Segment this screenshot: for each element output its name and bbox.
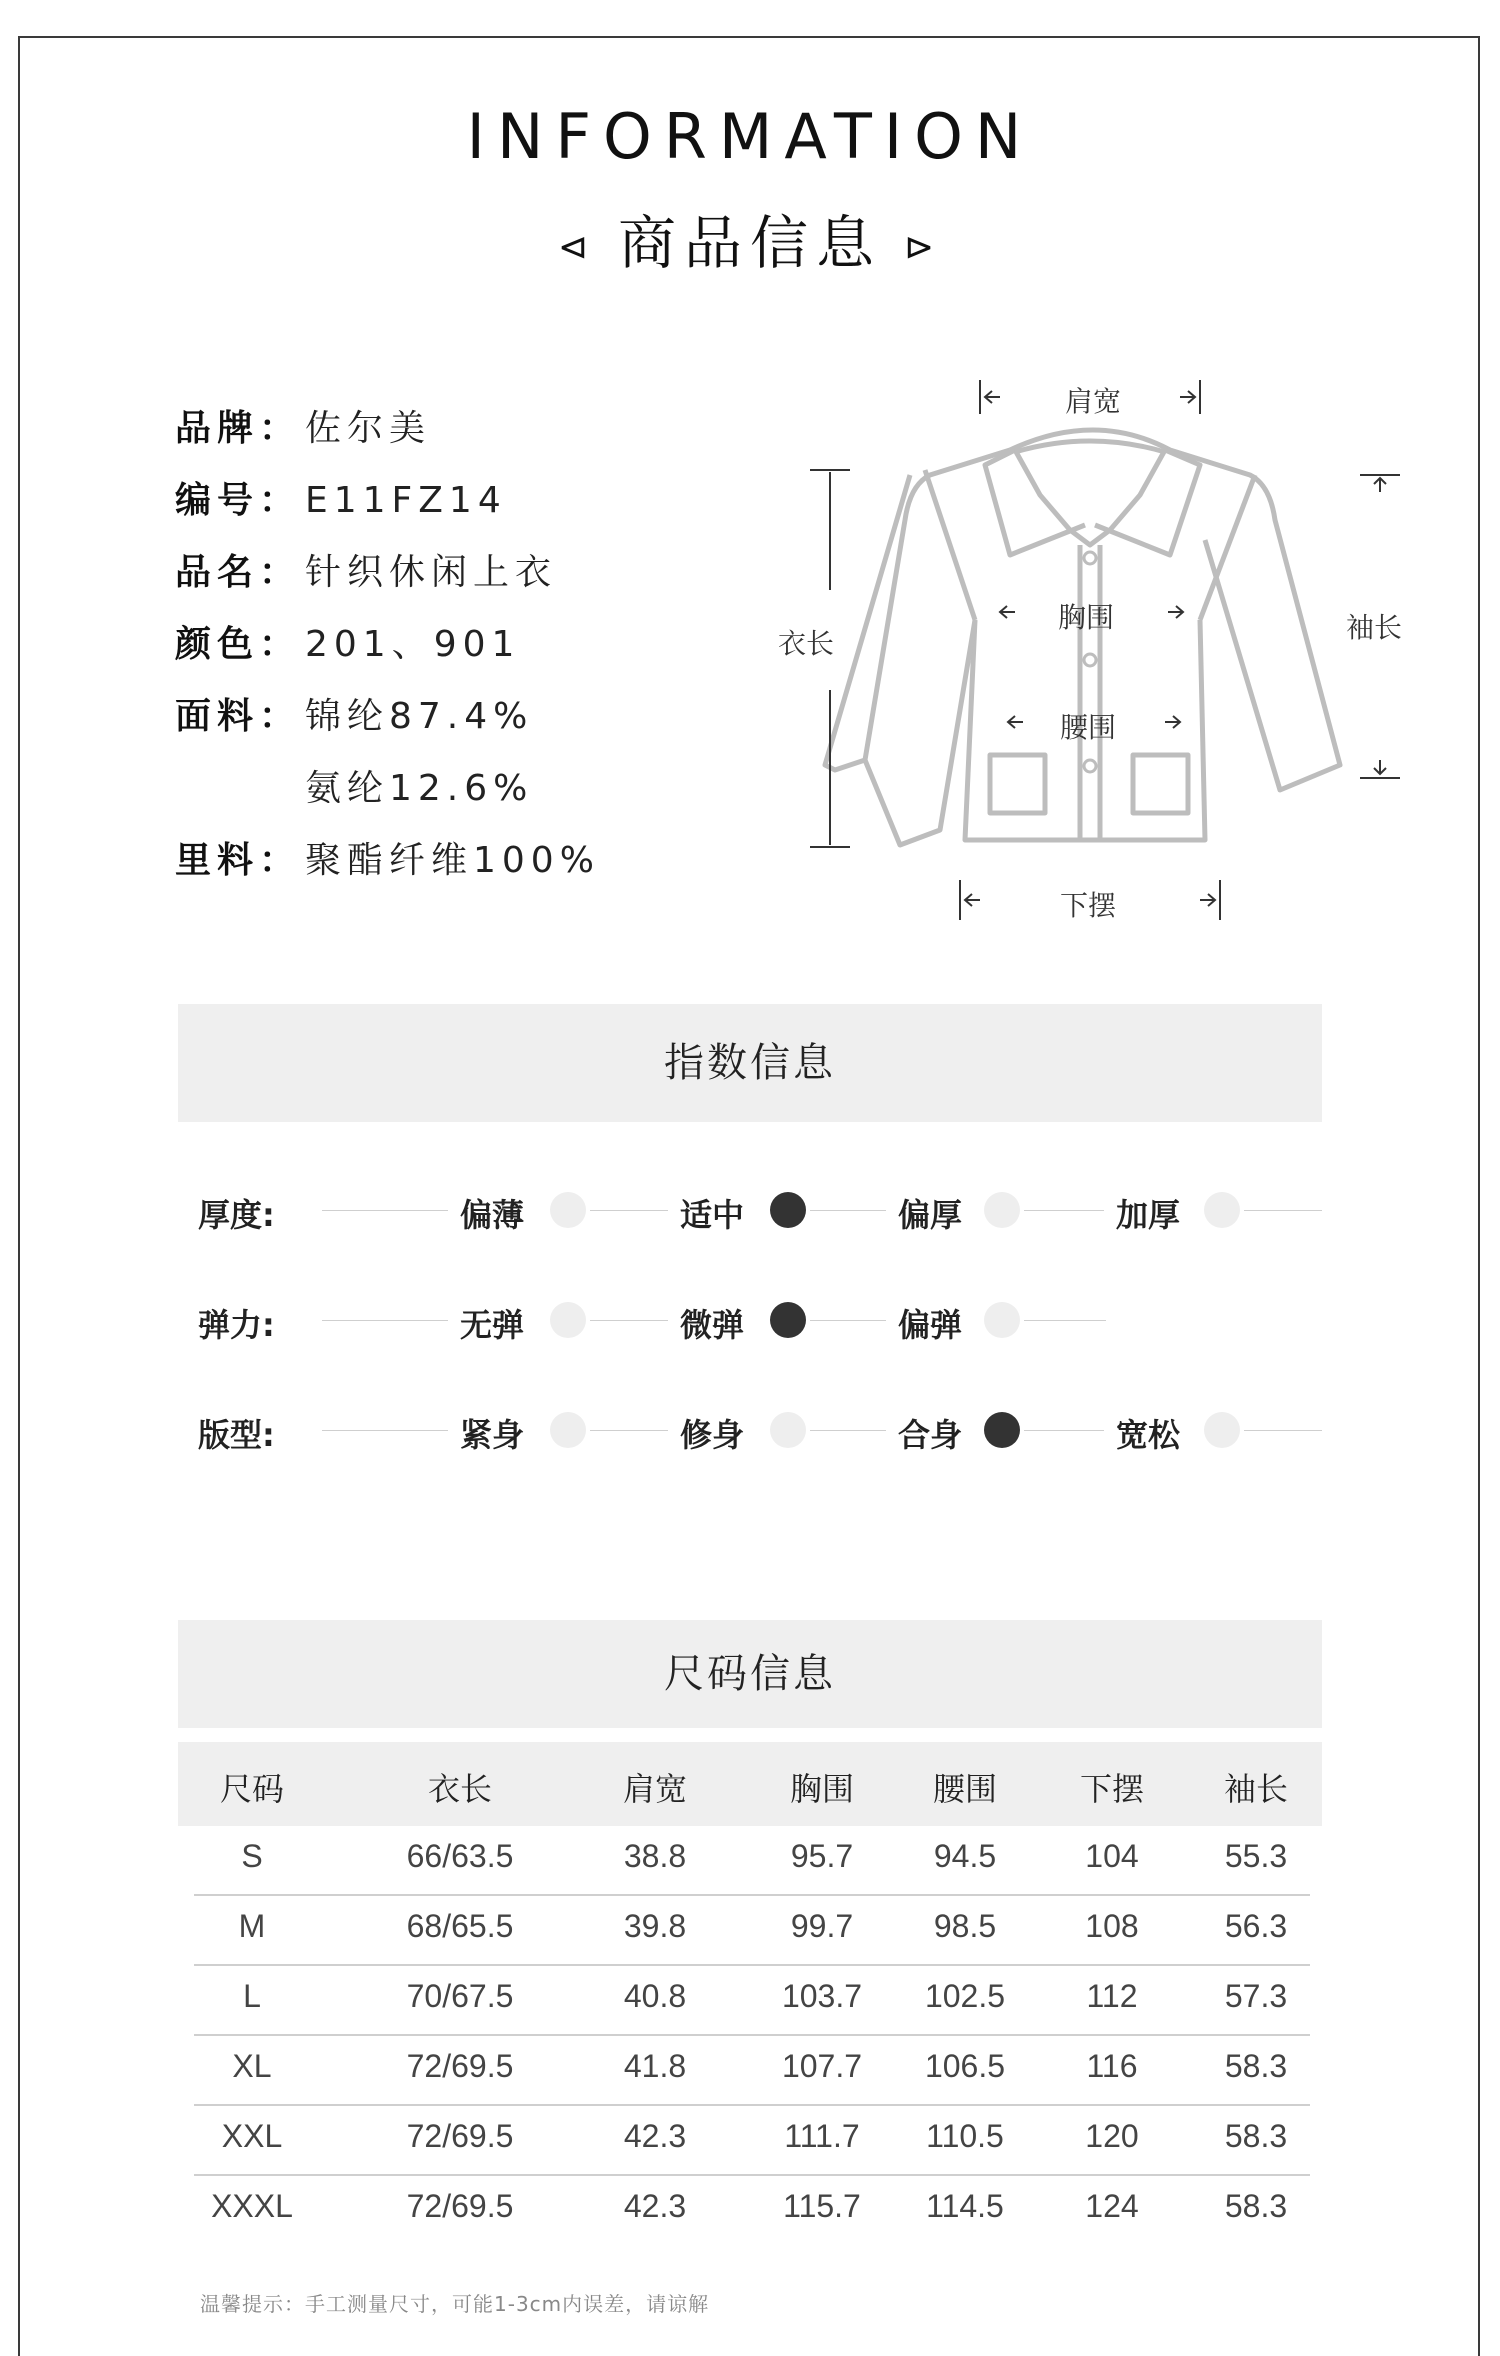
index-option-label: 适中 xyxy=(680,1196,745,1234)
size-table-cell: 70/67.5 xyxy=(406,1978,514,2014)
title-english: INFORMATION xyxy=(466,100,1034,173)
product-info-key: 编号： xyxy=(175,480,302,521)
index-track-line xyxy=(1024,1430,1104,1431)
size-table-cell: 58.3 xyxy=(1224,2188,1288,2224)
index-row-label: 厚度: xyxy=(198,1196,275,1234)
size-table-cell: 68/65.5 xyxy=(406,1908,514,1944)
size-table-cell: 111.7 xyxy=(784,2118,860,2154)
size-table-cell: 72/69.5 xyxy=(406,2188,514,2224)
size-table-cell: 39.8 xyxy=(623,1908,687,1944)
title-chinese-wrap xyxy=(0,196,1500,280)
unselected-dot-icon xyxy=(1204,1192,1240,1228)
index-option-label: 合身 xyxy=(898,1416,963,1454)
size-table-cell: 108 xyxy=(1085,1908,1139,1944)
size-table-cell: 102.5 xyxy=(924,1978,1006,2014)
right-arrow-icon: ⊳ xyxy=(904,227,943,269)
size-table-cell: L xyxy=(243,1978,261,2014)
size-table-cell: 95.7 xyxy=(790,1838,854,1874)
length-label: 衣长 xyxy=(778,627,835,660)
size-table-cell: 57.3 xyxy=(1224,1978,1288,2014)
product-info-row xyxy=(175,832,600,880)
index-option-label: 修身 xyxy=(680,1416,745,1454)
unselected-dot-icon xyxy=(770,1412,806,1448)
size-table-column-header: 尺码 xyxy=(219,1770,284,1808)
size-table-column-header: 腰围 xyxy=(932,1770,997,1808)
index-option-label: 偏弹 xyxy=(898,1306,963,1344)
index-section-header: 指数信息 xyxy=(178,1004,1322,1122)
index-track-line xyxy=(1024,1210,1104,1211)
size-note: 温馨提示：手工测量尺寸，可能1-3cm内误差，请谅解 xyxy=(200,2292,710,2316)
product-info-value: 佐尔美 xyxy=(305,408,432,449)
size-table-cell: 120 xyxy=(1085,2118,1139,2154)
size-table-cell: 42.3 xyxy=(623,2188,687,2224)
size-table-cell: 110.5 xyxy=(926,2118,1004,2154)
product-info-value: 201、901 xyxy=(305,624,521,665)
product-info-value: 针织休闲上衣 xyxy=(305,552,558,593)
size-table-cell: 58.3 xyxy=(1224,2048,1288,2084)
index-track-line xyxy=(590,1210,668,1211)
index-track-line xyxy=(322,1430,448,1431)
size-table-cell: XXXL xyxy=(211,2188,293,2224)
index-option-label: 偏薄 xyxy=(460,1196,525,1234)
index-track-line xyxy=(590,1320,668,1321)
unselected-dot-icon xyxy=(550,1192,586,1228)
product-info-key: 颜色： xyxy=(175,624,302,665)
jacket-outline-icon xyxy=(760,360,1460,940)
size-table-column-header: 下摆 xyxy=(1079,1770,1144,1808)
size-table-cell: S xyxy=(241,1838,263,1874)
size-table-cell: 112 xyxy=(1086,1978,1138,2014)
product-info-key: 面料： xyxy=(175,696,302,737)
size-table-cell: 56.3 xyxy=(1224,1908,1288,1944)
product-info-value: 锦纶87.4% xyxy=(305,696,534,737)
size-table-column-header: 肩宽 xyxy=(622,1770,687,1808)
size-table-cell: 115.7 xyxy=(783,2188,861,2224)
unselected-dot-icon xyxy=(550,1302,586,1338)
left-arrow-icon: ⊲ xyxy=(557,227,596,269)
product-info-key: 里料： xyxy=(175,840,302,881)
size-table-row-divider xyxy=(194,2104,1310,2106)
shoulder-label: 肩宽 xyxy=(1065,385,1122,418)
index-track-line xyxy=(1244,1210,1322,1211)
product-info-row xyxy=(175,544,557,592)
index-track-line xyxy=(322,1210,448,1211)
product-info-row xyxy=(175,688,533,736)
size-table-cell: 42.3 xyxy=(623,2118,687,2154)
size-table-cell: 66/63.5 xyxy=(406,1838,514,1874)
selected-dot-icon xyxy=(770,1302,806,1338)
size-table-column-header: 衣长 xyxy=(427,1770,492,1808)
size-table-cell: 114.5 xyxy=(926,2188,1004,2224)
waist-label: 腰围 xyxy=(1060,711,1117,744)
product-info-value: 聚酯纤维100% xyxy=(305,840,600,881)
unselected-dot-icon xyxy=(984,1192,1020,1228)
size-table-cell: 41.8 xyxy=(623,2048,687,2084)
index-option-label: 偏厚 xyxy=(898,1196,963,1234)
unselected-dot-icon xyxy=(1204,1412,1240,1448)
size-table-cell: 99.7 xyxy=(790,1908,854,1944)
size-table-row-divider xyxy=(194,2174,1310,2176)
size-table-cell: XL xyxy=(232,2048,272,2084)
garment-diagram xyxy=(760,360,1460,940)
size-table-cell: 72/69.5 xyxy=(406,2048,514,2084)
hem-label: 下摆 xyxy=(1060,889,1117,922)
index-row-label: 弹力: xyxy=(198,1306,275,1344)
product-info-row xyxy=(175,400,431,448)
product-info-key: 品名： xyxy=(175,552,302,593)
size-table-row-divider xyxy=(194,1894,1310,1896)
size-table-cell: 55.3 xyxy=(1224,1838,1288,1874)
index-option-label: 无弹 xyxy=(460,1306,525,1344)
size-table-column-header: 胸围 xyxy=(789,1770,854,1808)
index-track-line xyxy=(810,1210,886,1211)
title-chinese: 商品信息 xyxy=(617,209,882,277)
product-info-row xyxy=(175,472,507,520)
product-info-value: 氨纶12.6% xyxy=(305,768,534,809)
index-row-label: 版型: xyxy=(198,1416,275,1454)
size-table-cell: 58.3 xyxy=(1224,2118,1288,2154)
index-option-label: 微弹 xyxy=(680,1306,745,1344)
size-table-cell: 124 xyxy=(1085,2188,1139,2224)
size-table-cell: 104 xyxy=(1085,1838,1139,1874)
index-option-label: 加厚 xyxy=(1116,1196,1181,1234)
size-table-cell: 116 xyxy=(1086,2048,1138,2084)
index-track-line xyxy=(810,1320,886,1321)
index-option-label: 紧身 xyxy=(460,1416,525,1454)
chest-label: 胸围 xyxy=(1058,601,1115,634)
size-table-row-divider xyxy=(194,1964,1310,1966)
size-table-cell: 103.7 xyxy=(781,1978,863,2014)
size-table-cell: XXL xyxy=(221,2118,283,2154)
size-table-row-divider xyxy=(194,2034,1310,2036)
index-option-label: 宽松 xyxy=(1116,1416,1181,1454)
size-table-cell: 98.5 xyxy=(933,1908,997,1944)
size-section-header: 尺码信息 xyxy=(178,1620,1322,1728)
index-track-line xyxy=(1024,1320,1106,1321)
size-table-cell: M xyxy=(238,1908,266,1944)
product-info-key: 品牌： xyxy=(175,408,302,449)
size-table-cell: 107.7 xyxy=(781,2048,863,2084)
product-info-row xyxy=(175,616,520,664)
size-table-cell: 38.8 xyxy=(623,1838,687,1874)
size-table-column-header: 袖长 xyxy=(1223,1770,1288,1808)
index-track-line xyxy=(810,1430,886,1431)
unselected-dot-icon xyxy=(550,1412,586,1448)
product-info-value: E11FZ14 xyxy=(305,480,507,521)
size-table-cell: 106.5 xyxy=(924,2048,1006,2084)
sleeve-label: 袖长 xyxy=(1346,611,1403,644)
size-table-cell: 94.5 xyxy=(933,1838,997,1874)
size-table-cell: 40.8 xyxy=(623,1978,687,2014)
unselected-dot-icon xyxy=(984,1302,1020,1338)
selected-dot-icon xyxy=(770,1192,806,1228)
index-track-line xyxy=(1244,1430,1322,1431)
size-table-cell: 72/69.5 xyxy=(406,2118,514,2154)
index-track-line xyxy=(322,1320,448,1321)
selected-dot-icon xyxy=(984,1412,1020,1448)
index-track-line xyxy=(590,1430,668,1431)
product-info-row xyxy=(175,760,533,808)
